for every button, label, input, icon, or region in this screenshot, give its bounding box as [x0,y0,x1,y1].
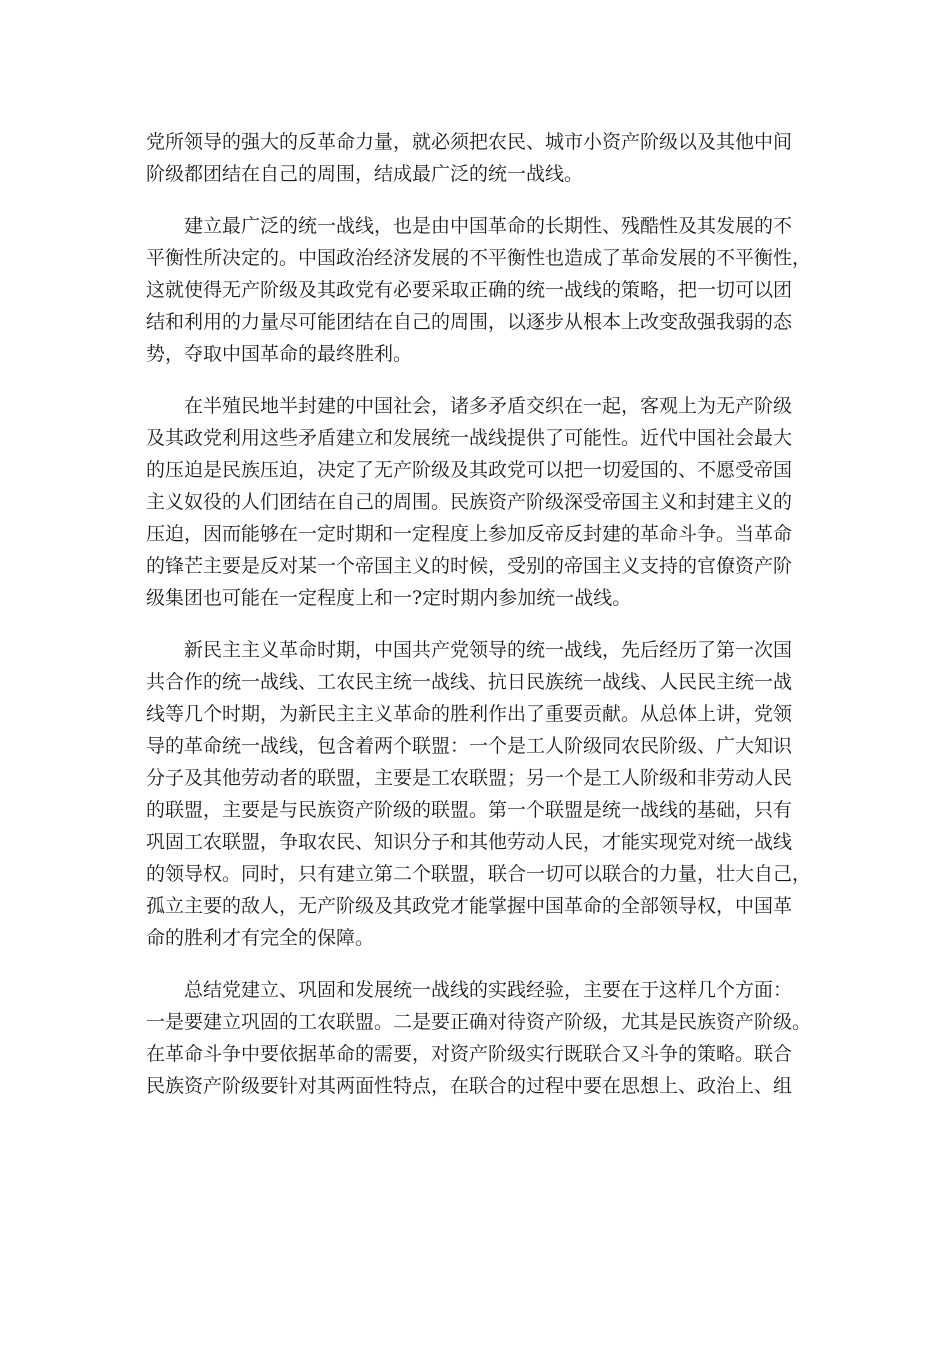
paragraph [146,390,810,614]
text-line: 民族资产阶级要针对其两面性特点，在联合的过程中要在思想上、政治上、组 [146,1075,793,1097]
text-line: 总结党建立、巩固和发展统一战线的实践经验，主要在于这样几个方面： [184,979,793,1001]
text-line: 的锋芒主要是反对某一个帝国主义的时候，受别的帝国主义支持的官僚资产阶 [146,555,793,577]
paragraph-gap [146,954,810,974]
text-line: 的压迫是民族压迫，决定了无产阶级及其政党可以把一切爱国的、不愿受帝国 [146,459,793,481]
paragraph [146,634,810,954]
text-line: 共合作的统一战线、工农民主统一战线、抗日民族统一战线、人民民主统一战 [146,671,793,693]
text-line: 导的革命统一战线，包含着两个联盟：一个是工人阶级同农民阶级、广大知识 [146,735,793,757]
text-line: 新民主主义革命时期，中国共产党领导的统一战线，先后经历了第一次国 [184,639,793,661]
text-line: 孤立主要的敌人，无产阶级及其政党才能掌握中国革命的全部领导权，中国革 [146,895,793,917]
text-line: 平衡性所决定的。中国政治经济发展的不平衡性也造成了革命发展的不平衡性， [146,247,812,269]
text-line: 在半殖民地半封建的中国社会，诸多矛盾交织在一起，客观上为无产阶级 [184,395,793,417]
text-line: 党所领导的强大的反革命力量，就必须把农民、城市小资产阶级以及其他中间 [146,131,793,153]
text-line: 在革命斗争中要依据革命的需要，对资产阶级实行既联合又斗争的策略。联合 [146,1043,793,1065]
text-line: 级集团也可能在一定程度上和一?定时期内参加统一战线。 [146,587,632,609]
text-line: 的领导权。同时，只有建立第二个联盟，联合一切可以联合的力量，壮大自己， [146,863,812,885]
text-line: 的联盟，主要是与民族资产阶级的联盟。第一个联盟是统一战线的基础，只有 [146,799,793,821]
paragraph-gap [146,614,810,634]
document-body [146,126,810,1102]
text-line: 压迫，因而能够在一定时期和一定程度上参加反帝反封建的革命斗争。当革命 [146,523,793,545]
text-line: 命的胜利才有完全的保障。 [146,927,375,949]
text-line: 一是要建立巩固的工农联盟。二是要正确对待资产阶级，尤其是民族资产阶级。 [146,1011,812,1033]
text-line: 巩固工农联盟，争取农民、知识分子和其他劳动人民，才能实现党对统一战线 [146,831,793,853]
paragraph [146,974,810,1102]
text-line: 这就使得无产阶级及其政党有必要采取正确的统一战线的策略，把一切可以团 [146,279,793,301]
text-line: 主义奴役的人们团结在自己的周围。民族资产阶级深受帝国主义和封建主义的 [146,491,793,513]
paragraph-gap [146,370,810,390]
paragraph [146,126,810,190]
text-line: 阶级都团结在自己的周围，结成最广泛的统一战线。 [146,163,584,185]
text-line: 线等几个时期，为新民主主义革命的胜利作出了重要贡献。从总体上讲，党领 [146,703,793,725]
text-line: 分子及其他劳动者的联盟，主要是工农联盟；另一个是工人阶级和非劳动人民 [146,767,793,789]
text-line: 结和利用的力量尽可能团结在自己的周围，以逐步从根本上改变敌强我弱的态 [146,311,793,333]
text-line: 势，夺取中国革命的最终胜利。 [146,343,413,365]
paragraph [146,210,810,370]
paragraph-gap [146,190,810,210]
text-line: 建立最广泛的统一战线，也是由中国革命的长期性、残酷性及其发展的不 [184,215,793,237]
text-line: 及其政党利用这些矛盾建立和发展统一战线提供了可能性。近代中国社会最大 [146,427,793,449]
